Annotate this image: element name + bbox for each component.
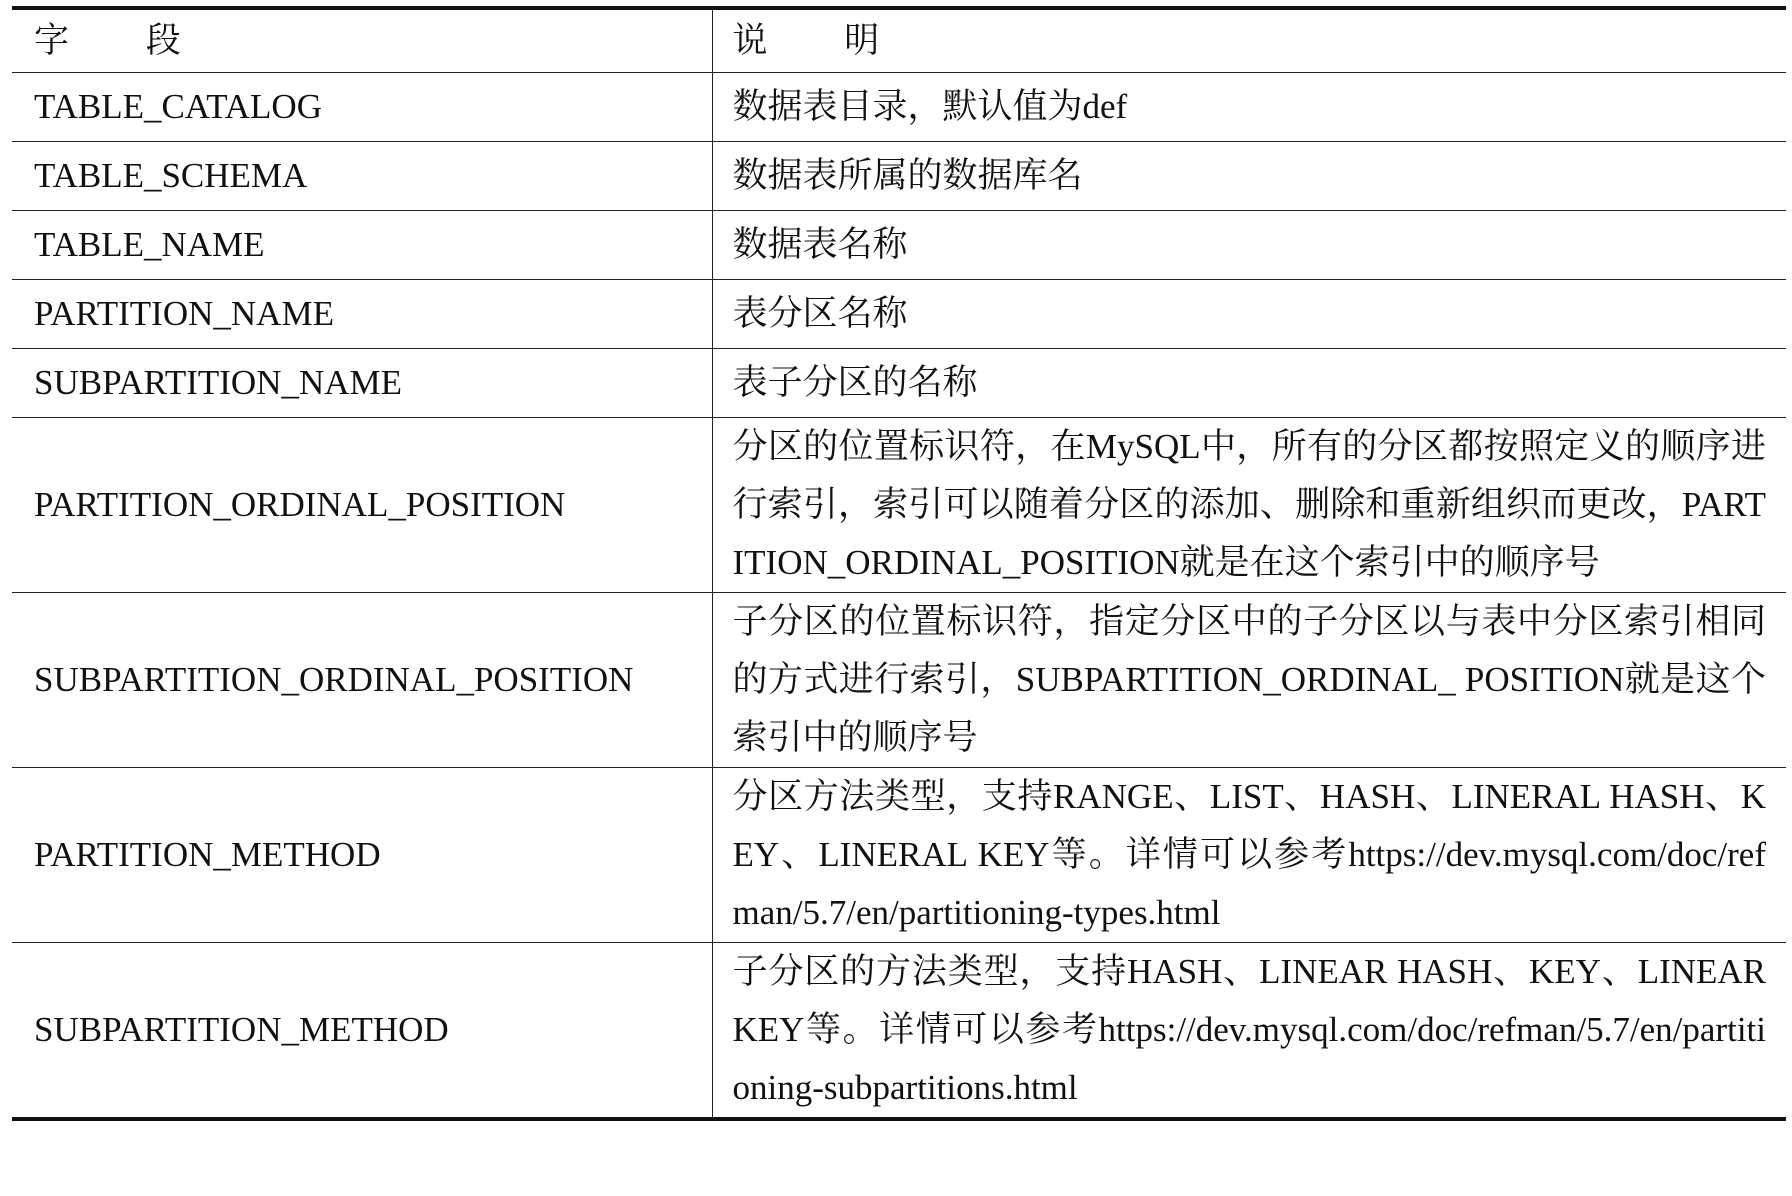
description-cell: 数据表目录，默认值为def — [712, 73, 1786, 142]
table-row — [12, 73, 1786, 142]
description-cell: 数据表名称 — [712, 211, 1786, 280]
table-row — [12, 211, 1786, 280]
table-row — [12, 768, 1786, 943]
description-cell: 数据表所属的数据库名 — [712, 142, 1786, 211]
field-cell: TABLE_NAME — [12, 211, 712, 280]
table-row — [12, 943, 1786, 1120]
description-cell: 表子分区的名称 — [712, 349, 1786, 418]
table-row — [12, 142, 1786, 211]
field-cell: TABLE_SCHEMA — [12, 142, 712, 211]
table-row — [12, 280, 1786, 349]
header-description: 说 明 — [712, 8, 1786, 73]
table-row — [12, 349, 1786, 418]
field-cell: TABLE_CATALOG — [12, 73, 712, 142]
table-row — [12, 593, 1786, 768]
field-cell: SUBPARTITION_METHOD — [12, 943, 712, 1120]
description-cell: 子分区的方法类型，支持HASH、LINEAR HASH、KEY、LINEAR KEY等。详情可以参考https://dev.mysql.com/doc/refman/5.7/en/partitioning-subpartitions.html — [712, 943, 1786, 1120]
field-cell: PARTITION_METHOD — [12, 768, 712, 943]
field-description-table — [12, 6, 1786, 1121]
description-cell: 分区方法类型，支持RANGE、LIST、HASH、LINERAL HASH、KEY、LINERAL KEY等。详情可以参考https://dev.mysql.com/doc/refman/5.7/en/partitioning-types.html — [712, 768, 1786, 943]
table-row — [12, 418, 1786, 593]
field-cell: PARTITION_ORDINAL_POSITION — [12, 418, 712, 593]
description-cell: 子分区的位置标识符，指定分区中的子分区以与表中分区索引相同的方式进行索引，SUBPARTITION_ORDINAL_ POSITION就是这个索引中的顺序号 — [712, 593, 1786, 768]
description-cell: 表分区名称 — [712, 280, 1786, 349]
field-cell: SUBPARTITION_NAME — [12, 349, 712, 418]
header-field: 字 段 — [12, 8, 712, 73]
field-description-table-container — [12, 6, 1786, 1121]
field-cell: SUBPARTITION_ORDINAL_POSITION — [12, 593, 712, 768]
field-cell: PARTITION_NAME — [12, 280, 712, 349]
table-header-row — [12, 8, 1786, 73]
description-cell: 分区的位置标识符，在MySQL中，所有的分区都按照定义的顺序进行索引，索引可以随着分区的添加、删除和重新组织而更改，PARTITION_ORDINAL_POSITION就是在这个索引中的顺序号 — [712, 418, 1786, 593]
